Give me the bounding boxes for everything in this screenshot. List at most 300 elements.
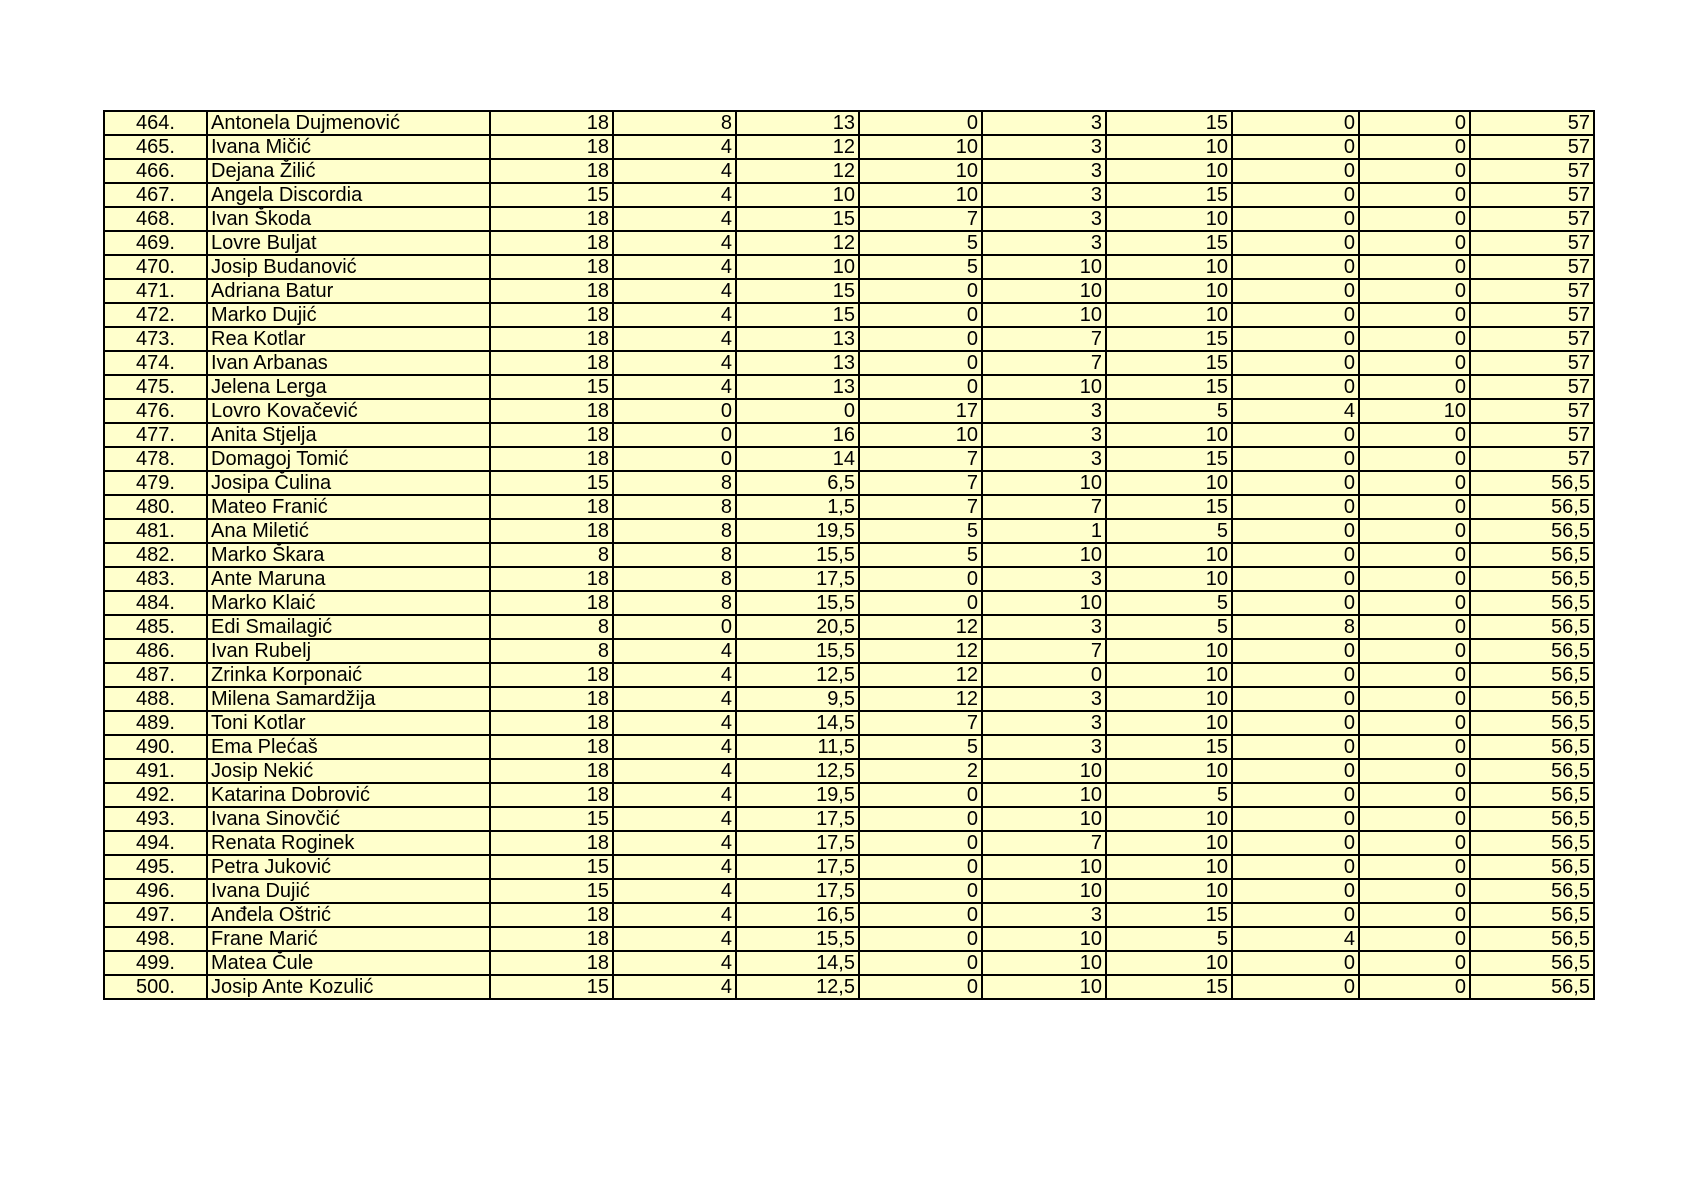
score-3-cell: 15 [736,207,859,231]
score-5-cell: 10 [982,807,1106,831]
total-cell: 56,5 [1470,687,1594,711]
score-7-cell: 0 [1232,471,1359,495]
score-1-cell: 18 [490,711,613,735]
score-2-cell: 8 [613,519,736,543]
score-8-cell: 0 [1359,255,1470,279]
score-6-cell: 10 [1106,303,1232,327]
score-8-cell: 0 [1359,111,1470,135]
score-6-cell: 15 [1106,447,1232,471]
rank-cell: 489. [104,711,207,735]
total-cell: 57 [1470,207,1594,231]
score-6-cell: 15 [1106,735,1232,759]
score-3-cell: 13 [736,327,859,351]
score-7-cell: 0 [1232,159,1359,183]
score-4-cell: 12 [859,687,982,711]
score-4-cell: 0 [859,375,982,399]
score-8-cell: 0 [1359,327,1470,351]
score-3-cell: 13 [736,111,859,135]
score-4-cell: 7 [859,471,982,495]
score-5-cell: 10 [982,759,1106,783]
table-row [104,879,1594,903]
table-row [104,207,1594,231]
score-1-cell: 18 [490,447,613,471]
score-5-cell: 3 [982,231,1106,255]
score-5-cell: 3 [982,735,1106,759]
score-2-cell: 4 [613,687,736,711]
score-2-cell: 4 [613,207,736,231]
score-2-cell: 8 [613,543,736,567]
rank-cell: 464. [104,111,207,135]
score-6-cell: 10 [1106,567,1232,591]
score-2-cell: 8 [613,471,736,495]
score-8-cell: 0 [1359,351,1470,375]
score-1-cell: 18 [490,663,613,687]
total-cell: 57 [1470,231,1594,255]
score-5-cell: 3 [982,399,1106,423]
score-8-cell: 0 [1359,783,1470,807]
score-4-cell: 5 [859,255,982,279]
rank-cell: 480. [104,495,207,519]
table-row [104,591,1594,615]
table-row [104,759,1594,783]
total-cell: 56,5 [1470,927,1594,951]
score-1-cell: 18 [490,759,613,783]
total-cell: 56,5 [1470,735,1594,759]
score-4-cell: 12 [859,639,982,663]
score-4-cell: 0 [859,903,982,927]
score-8-cell: 0 [1359,543,1470,567]
score-2-cell: 4 [613,279,736,303]
total-cell: 56,5 [1470,591,1594,615]
score-1-cell: 8 [490,543,613,567]
score-7-cell: 0 [1232,183,1359,207]
score-1-cell: 18 [490,111,613,135]
score-2-cell: 4 [613,159,736,183]
total-cell: 57 [1470,303,1594,327]
score-8-cell: 0 [1359,975,1470,999]
score-6-cell: 10 [1106,423,1232,447]
score-4-cell: 5 [859,519,982,543]
table-row [104,711,1594,735]
score-2-cell: 8 [613,111,736,135]
score-8-cell: 0 [1359,831,1470,855]
score-2-cell: 8 [613,591,736,615]
score-2-cell: 4 [613,975,736,999]
score-2-cell: 4 [613,639,736,663]
table-row [104,543,1594,567]
score-6-cell: 10 [1106,831,1232,855]
score-7-cell: 0 [1232,903,1359,927]
score-1-cell: 8 [490,615,613,639]
score-8-cell: 0 [1359,447,1470,471]
name-cell: Ante Maruna [207,567,490,591]
score-5-cell: 3 [982,687,1106,711]
score-2-cell: 0 [613,423,736,447]
score-4-cell: 10 [859,135,982,159]
rank-cell: 499. [104,951,207,975]
score-8-cell: 0 [1359,183,1470,207]
score-1-cell: 18 [490,519,613,543]
score-1-cell: 18 [490,351,613,375]
score-6-cell: 5 [1106,927,1232,951]
score-5-cell: 7 [982,831,1106,855]
score-7-cell: 0 [1232,879,1359,903]
score-1-cell: 18 [490,423,613,447]
score-4-cell: 10 [859,159,982,183]
score-5-cell: 3 [982,903,1106,927]
score-1-cell: 18 [490,207,613,231]
score-7-cell: 0 [1232,855,1359,879]
score-4-cell: 12 [859,663,982,687]
score-1-cell: 15 [490,183,613,207]
score-7-cell: 0 [1232,543,1359,567]
score-6-cell: 10 [1106,855,1232,879]
score-2-cell: 4 [613,351,736,375]
name-cell: Mateo Franić [207,495,490,519]
score-8-cell: 0 [1359,375,1470,399]
score-5-cell: 3 [982,135,1106,159]
score-5-cell: 3 [982,615,1106,639]
score-6-cell: 15 [1106,111,1232,135]
score-6-cell: 10 [1106,687,1232,711]
results-body [104,111,1594,999]
table-row [104,375,1594,399]
score-8-cell: 0 [1359,735,1470,759]
total-cell: 56,5 [1470,831,1594,855]
score-5-cell: 7 [982,495,1106,519]
name-cell: Ivan Arbanas [207,351,490,375]
score-7-cell: 0 [1232,831,1359,855]
score-7-cell: 0 [1232,783,1359,807]
score-4-cell: 10 [859,423,982,447]
table-row [104,303,1594,327]
table-row [104,111,1594,135]
name-cell: Anđela Oštrić [207,903,490,927]
score-6-cell: 5 [1106,615,1232,639]
score-2-cell: 4 [613,735,736,759]
score-6-cell: 5 [1106,591,1232,615]
name-cell: Angela Discordia [207,183,490,207]
table-row [104,639,1594,663]
score-5-cell: 10 [982,255,1106,279]
total-cell: 57 [1470,375,1594,399]
total-cell: 56,5 [1470,951,1594,975]
table-row [104,159,1594,183]
score-2-cell: 0 [613,399,736,423]
score-3-cell: 17,5 [736,879,859,903]
rank-cell: 467. [104,183,207,207]
score-5-cell: 10 [982,279,1106,303]
score-5-cell: 7 [982,639,1106,663]
score-7-cell: 0 [1232,327,1359,351]
table-row [104,567,1594,591]
score-2-cell: 4 [613,375,736,399]
score-7-cell: 0 [1232,303,1359,327]
total-cell: 56,5 [1470,471,1594,495]
rank-cell: 485. [104,615,207,639]
name-cell: Toni Kotlar [207,711,490,735]
score-8-cell: 0 [1359,207,1470,231]
score-4-cell: 7 [859,447,982,471]
score-6-cell: 15 [1106,327,1232,351]
name-cell: Ivana Dujić [207,879,490,903]
score-4-cell: 0 [859,591,982,615]
score-1-cell: 18 [490,399,613,423]
score-3-cell: 15,5 [736,927,859,951]
score-2-cell: 4 [613,663,736,687]
name-cell: Josip Nekić [207,759,490,783]
score-8-cell: 0 [1359,135,1470,159]
table-row [104,615,1594,639]
table-row [104,951,1594,975]
name-cell: Anita Stjelja [207,423,490,447]
total-cell: 56,5 [1470,903,1594,927]
table-row [104,255,1594,279]
score-8-cell: 10 [1359,399,1470,423]
score-1-cell: 18 [490,735,613,759]
score-2-cell: 4 [613,951,736,975]
score-4-cell: 5 [859,231,982,255]
score-2-cell: 4 [613,855,736,879]
total-cell: 56,5 [1470,615,1594,639]
score-8-cell: 0 [1359,567,1470,591]
score-8-cell: 0 [1359,639,1470,663]
score-6-cell: 10 [1106,159,1232,183]
score-7-cell: 0 [1232,807,1359,831]
score-5-cell: 3 [982,423,1106,447]
score-6-cell: 15 [1106,495,1232,519]
score-4-cell: 0 [859,303,982,327]
name-cell: Marko Škara [207,543,490,567]
rank-cell: 473. [104,327,207,351]
score-7-cell: 0 [1232,495,1359,519]
score-3-cell: 13 [736,375,859,399]
total-cell: 57 [1470,327,1594,351]
score-5-cell: 10 [982,591,1106,615]
score-3-cell: 15 [736,303,859,327]
score-1-cell: 18 [490,327,613,351]
score-3-cell: 12 [736,159,859,183]
total-cell: 56,5 [1470,543,1594,567]
score-4-cell: 0 [859,807,982,831]
score-7-cell: 0 [1232,591,1359,615]
score-8-cell: 0 [1359,711,1470,735]
rank-cell: 472. [104,303,207,327]
rank-cell: 469. [104,231,207,255]
total-cell: 56,5 [1470,759,1594,783]
score-6-cell: 15 [1106,903,1232,927]
rank-cell: 468. [104,207,207,231]
score-7-cell: 8 [1232,615,1359,639]
rank-cell: 466. [104,159,207,183]
score-2-cell: 0 [613,447,736,471]
score-8-cell: 0 [1359,615,1470,639]
score-3-cell: 0 [736,399,859,423]
score-2-cell: 4 [613,879,736,903]
score-8-cell: 0 [1359,855,1470,879]
score-2-cell: 4 [613,711,736,735]
score-3-cell: 10 [736,255,859,279]
name-cell: Lovro Kovačević [207,399,490,423]
score-6-cell: 10 [1106,951,1232,975]
name-cell: Milena Samardžija [207,687,490,711]
score-3-cell: 6,5 [736,471,859,495]
score-6-cell: 10 [1106,663,1232,687]
table-row [104,495,1594,519]
score-7-cell: 0 [1232,207,1359,231]
total-cell: 56,5 [1470,855,1594,879]
total-cell: 57 [1470,255,1594,279]
name-cell: Ivan Škoda [207,207,490,231]
score-7-cell: 0 [1232,567,1359,591]
rank-cell: 486. [104,639,207,663]
score-1-cell: 18 [490,279,613,303]
score-1-cell: 18 [490,783,613,807]
score-8-cell: 0 [1359,519,1470,543]
score-2-cell: 8 [613,567,736,591]
name-cell: Josip Budanović [207,255,490,279]
table-row [104,663,1594,687]
score-5-cell: 10 [982,303,1106,327]
score-5-cell: 10 [982,471,1106,495]
total-cell: 57 [1470,279,1594,303]
name-cell: Edi Smailagić [207,615,490,639]
score-8-cell: 0 [1359,687,1470,711]
score-3-cell: 12 [736,135,859,159]
total-cell: 56,5 [1470,807,1594,831]
score-5-cell: 10 [982,375,1106,399]
score-6-cell: 5 [1106,399,1232,423]
score-1-cell: 18 [490,159,613,183]
score-4-cell: 0 [859,351,982,375]
total-cell: 57 [1470,399,1594,423]
score-7-cell: 0 [1232,759,1359,783]
score-1-cell: 18 [490,951,613,975]
rank-cell: 491. [104,759,207,783]
score-1-cell: 15 [490,879,613,903]
score-5-cell: 10 [982,927,1106,951]
total-cell: 56,5 [1470,567,1594,591]
score-8-cell: 0 [1359,591,1470,615]
score-3-cell: 16 [736,423,859,447]
score-7-cell: 0 [1232,975,1359,999]
score-4-cell: 0 [859,879,982,903]
score-3-cell: 14,5 [736,951,859,975]
rank-cell: 484. [104,591,207,615]
score-5-cell: 10 [982,951,1106,975]
score-4-cell: 0 [859,783,982,807]
score-6-cell: 10 [1106,639,1232,663]
score-5-cell: 3 [982,567,1106,591]
score-3-cell: 16,5 [736,903,859,927]
score-3-cell: 14 [736,447,859,471]
score-8-cell: 0 [1359,495,1470,519]
rank-cell: 476. [104,399,207,423]
score-4-cell: 0 [859,279,982,303]
score-3-cell: 17,5 [736,831,859,855]
score-6-cell: 10 [1106,279,1232,303]
table-row [104,519,1594,543]
score-6-cell: 10 [1106,207,1232,231]
score-7-cell: 0 [1232,375,1359,399]
score-2-cell: 4 [613,183,736,207]
score-6-cell: 10 [1106,879,1232,903]
score-3-cell: 12,5 [736,759,859,783]
rank-cell: 465. [104,135,207,159]
score-4-cell: 2 [859,759,982,783]
score-6-cell: 15 [1106,351,1232,375]
score-1-cell: 18 [490,903,613,927]
score-8-cell: 0 [1359,663,1470,687]
score-8-cell: 0 [1359,303,1470,327]
name-cell: Ema Plećaš [207,735,490,759]
results-table [103,110,1595,1000]
score-7-cell: 0 [1232,255,1359,279]
score-4-cell: 7 [859,207,982,231]
score-3-cell: 17,5 [736,567,859,591]
table-row [104,351,1594,375]
score-8-cell: 0 [1359,423,1470,447]
score-7-cell: 0 [1232,135,1359,159]
total-cell: 56,5 [1470,975,1594,999]
table-row [104,927,1594,951]
rank-cell: 478. [104,447,207,471]
score-5-cell: 3 [982,711,1106,735]
score-2-cell: 4 [613,807,736,831]
score-6-cell: 15 [1106,375,1232,399]
score-1-cell: 15 [490,471,613,495]
score-8-cell: 0 [1359,951,1470,975]
name-cell: Dejana Žilić [207,159,490,183]
rank-cell: 490. [104,735,207,759]
score-3-cell: 13 [736,351,859,375]
score-6-cell: 10 [1106,255,1232,279]
score-6-cell: 10 [1106,471,1232,495]
total-cell: 57 [1470,351,1594,375]
table-row [104,327,1594,351]
total-cell: 57 [1470,447,1594,471]
table-row [104,975,1594,999]
score-3-cell: 15,5 [736,591,859,615]
rank-cell: 479. [104,471,207,495]
score-1-cell: 18 [490,231,613,255]
score-2-cell: 8 [613,495,736,519]
name-cell: Marko Klaić [207,591,490,615]
score-4-cell: 0 [859,975,982,999]
score-8-cell: 0 [1359,471,1470,495]
total-cell: 57 [1470,111,1594,135]
score-8-cell: 0 [1359,879,1470,903]
score-7-cell: 0 [1232,735,1359,759]
rank-cell: 492. [104,783,207,807]
score-5-cell: 10 [982,783,1106,807]
score-2-cell: 4 [613,927,736,951]
score-1-cell: 18 [490,567,613,591]
table-row [104,807,1594,831]
score-6-cell: 10 [1106,759,1232,783]
score-7-cell: 0 [1232,279,1359,303]
score-1-cell: 18 [490,687,613,711]
rank-cell: 498. [104,927,207,951]
score-4-cell: 0 [859,855,982,879]
score-3-cell: 12 [736,231,859,255]
name-cell: Marko Dujić [207,303,490,327]
score-6-cell: 10 [1106,135,1232,159]
score-5-cell: 10 [982,855,1106,879]
table-row [104,855,1594,879]
score-7-cell: 0 [1232,351,1359,375]
score-6-cell: 10 [1106,807,1232,831]
